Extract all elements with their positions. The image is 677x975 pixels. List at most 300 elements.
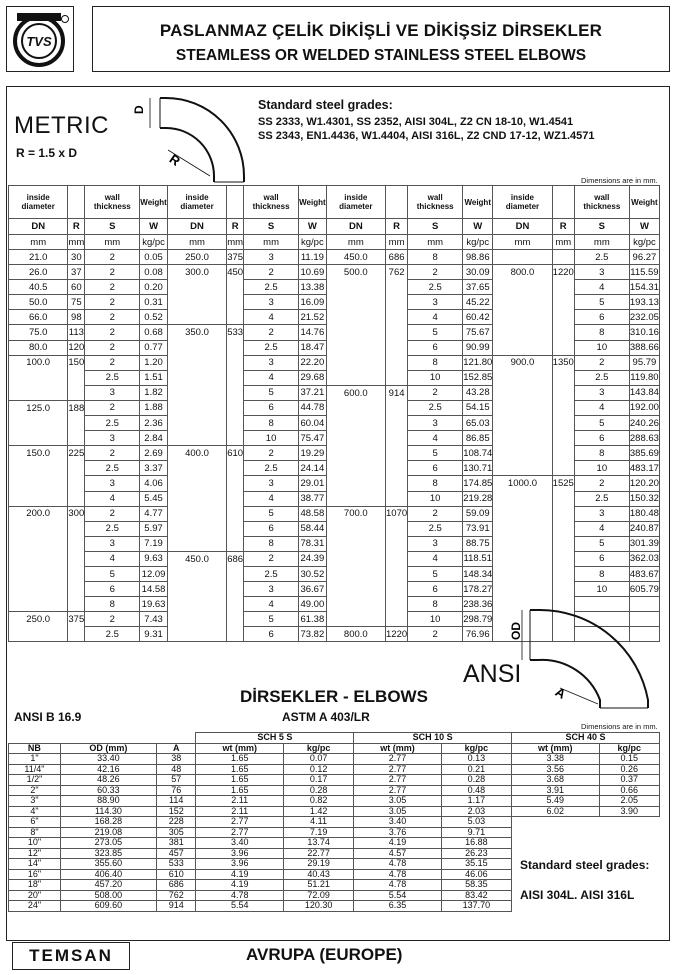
cell: 58.35 [441,880,511,891]
table-row [9,476,660,491]
cell [68,431,85,446]
cell: 4.78 [354,859,441,870]
cell: 6 [574,310,629,325]
cell: 4 [574,280,629,295]
col-unit-0: mm [326,235,385,250]
metric-header-row-3 [9,235,660,250]
cell: 2.03 [441,806,511,817]
cell: 76.96 [463,627,493,642]
cell: 10 [574,461,629,476]
group-sch5: SCH 5 S [196,733,354,744]
cell [326,597,385,612]
cell [493,385,552,400]
cell: 457 [156,848,196,859]
cell: 5.45 [140,491,168,506]
cell: 375 [227,250,244,265]
cell: 38.77 [299,491,327,506]
cell [326,310,385,325]
cell: 5 [574,416,629,431]
cell: 4 [244,491,299,506]
cell: 88.75 [463,536,493,551]
table-row [9,775,660,786]
ansi-grades [520,858,649,902]
cell: 323.85 [60,848,156,859]
cell: 60 [68,280,85,295]
cell [552,446,574,461]
ansi-col-8: kg/pc [599,743,659,754]
cell [552,431,574,446]
cell [68,461,85,476]
col-unit-0: mm [167,235,226,250]
cell: 3 [574,265,629,280]
cell: 58.44 [299,521,327,536]
cell: 9.71 [441,827,511,838]
cell: 5 [244,385,299,400]
cell: 2.77 [354,764,441,775]
cell: 2 [85,310,140,325]
cell [167,491,226,506]
cell: 298.79 [463,612,493,627]
cell: 10 [408,491,463,506]
cell: 115.59 [629,265,659,280]
cell: 250.0 [167,250,226,265]
cell [326,325,385,340]
cell: 168.28 [60,817,156,828]
col-code-2: S [244,219,299,235]
cell [167,400,226,415]
cell: 762 [386,265,408,280]
cell: 240.26 [629,416,659,431]
cell: 350.0 [167,325,226,340]
cell: 2.05 [599,796,659,807]
cell: 22.20 [299,355,327,370]
cell [493,582,552,597]
cell [167,431,226,446]
cell: 44.78 [299,400,327,415]
table-row [9,764,660,775]
cell: 2 [244,446,299,461]
cell: 18.47 [299,340,327,355]
cell [493,506,552,521]
cell: 37 [68,265,85,280]
cell: 2.5 [244,340,299,355]
cell: 6 [574,431,629,446]
cell [386,340,408,355]
col-unit-1: mm [68,236,85,248]
cell: 3 [408,416,463,431]
cell: 83.42 [441,890,511,901]
cell: 2.5 [574,491,629,506]
cell: 4 [408,431,463,446]
cell: 0.17 [283,775,353,786]
col-head-0: inside diameter [326,186,385,219]
cell: 3.05 [354,806,441,817]
col-unit-2: mm [574,235,629,250]
cell: 610 [156,869,196,880]
cell: 150.0 [9,446,68,461]
cell: 483.67 [629,566,659,581]
col-head-3: Weight [629,186,659,219]
cell [386,446,408,461]
metric-title: METRIC [14,112,109,139]
cell: 6.35 [354,901,441,912]
cell: 1.65 [196,764,283,775]
cell [493,461,552,476]
cell: 178.27 [463,582,493,597]
cell [9,461,68,476]
cell [326,476,385,491]
col-head-1 [227,186,244,219]
cell [493,295,552,310]
col-code-1: R [386,219,408,235]
cell: 37.65 [463,280,493,295]
cell: 24" [9,901,61,912]
cell: 800.0 [326,627,385,642]
ansi-standard: ANSI B 16.9 [14,710,82,724]
cell [227,295,244,310]
cell: 2 [574,476,629,491]
cell [493,310,552,325]
cell: 2 [85,446,140,461]
col-unit-3: kg/pc [140,235,168,250]
cell [326,461,385,476]
cell: 2 [85,325,140,340]
cell: 4 [574,521,629,536]
elbows-heading: DİRSEKLER - ELBOWS [240,687,428,706]
cell [167,280,226,295]
cell: 2 [244,265,299,280]
cell [68,582,85,597]
cell [493,250,552,265]
cell [167,461,226,476]
cell [493,400,552,415]
cell: 11.19 [299,250,327,265]
cell [227,521,244,536]
cell: 7.19 [283,827,353,838]
table-row [9,754,660,765]
cell [68,597,85,612]
cell: 605.79 [629,582,659,597]
cell: 8 [574,446,629,461]
cell: 75.0 [9,325,68,340]
cell: 30 [68,250,85,265]
col-unit-1: mm [552,235,574,250]
cell: 3 [408,295,463,310]
cell [227,385,244,400]
table-row [9,400,660,415]
cell: 29.68 [299,370,327,385]
cell: 10 [408,370,463,385]
cell: 300 [68,506,85,521]
cell: 8" [9,827,61,838]
cell [386,325,408,340]
cell: 154.31 [629,280,659,295]
cell: 1.88 [140,400,168,415]
cell: 2 [85,506,140,521]
ansi-col-6: kg/pc [441,743,511,754]
cell: 60.33 [60,785,156,796]
cell: 2.77 [354,754,441,765]
col-code-1: R [552,219,574,235]
cell: 114.30 [60,806,156,817]
cell [167,597,226,612]
cell [512,817,599,828]
cell [227,566,244,581]
cell [227,491,244,506]
cell: 1.42 [283,806,353,817]
cell: 450.0 [167,551,226,566]
cell: 30.09 [463,265,493,280]
cell [227,310,244,325]
cell [599,817,659,828]
cell [493,325,552,340]
cell: 21.0 [9,250,68,265]
cell: 4.78 [354,869,441,880]
cell [167,566,226,581]
cell: 13.38 [299,280,327,295]
ansi-group-row [9,733,660,744]
cell: 54.15 [463,400,493,415]
cell: 143.84 [629,385,659,400]
cell: 36.67 [299,582,327,597]
cell [386,400,408,415]
cell: 26.23 [441,848,511,859]
cell: 2.36 [140,416,168,431]
cell [227,280,244,295]
cell: 1.17 [441,796,511,807]
cell: 4.19 [196,869,283,880]
cell: 6.02 [512,806,599,817]
cell: 273.05 [60,838,156,849]
cell: 8 [85,597,140,612]
cell: 10 [408,612,463,627]
metric-dim-note: Dimensions are in mm. [581,176,658,185]
cell [326,491,385,506]
cell: 700.0 [326,506,385,521]
cell: 3" [9,796,61,807]
cell: 5 [244,506,299,521]
cell [227,536,244,551]
col-head-2: wall thickness [574,186,629,219]
cell: 2.5 [244,566,299,581]
cell [227,476,244,491]
ansi-col-1: OD (mm) [60,743,156,754]
cell: 0.21 [441,764,511,775]
cell: 78.31 [299,536,327,551]
cell: 3 [244,355,299,370]
cell: 1070 [386,506,408,521]
cell: 90.99 [463,340,493,355]
cell: 1000.0 [493,476,552,491]
table-row [9,551,660,566]
cell [68,491,85,506]
cell: 2.5 [85,627,140,642]
ansi-col-0: NB [9,743,61,754]
col-head-0: inside diameter [493,186,552,219]
cell: 40.5 [9,280,68,295]
cell: 0.31 [140,295,168,310]
cell [386,582,408,597]
cell: 4 [244,310,299,325]
cell [493,370,552,385]
cell [326,295,385,310]
cell [227,627,244,642]
cell: 4" [9,806,61,817]
cell: 219.08 [60,827,156,838]
cell: 2 [408,627,463,642]
cell: 3.90 [599,806,659,817]
title-turkish: PASLANMAZ ÇELİK DİKİŞLİ VE DİKİŞSİZ DİRSEKLER [159,21,603,40]
cell: 8 [408,597,463,612]
table-row [9,582,660,597]
cell: 3 [244,250,299,265]
cell: 16" [9,869,61,880]
cell: 43.28 [463,385,493,400]
cell [599,848,659,859]
cell: 5.54 [354,890,441,901]
cell: 305 [156,827,196,838]
cell [552,536,574,551]
cell: 46.06 [441,869,511,880]
cell [167,612,226,627]
cell: 14.76 [299,325,327,340]
cell: 3 [85,385,140,400]
cell: 5.97 [140,521,168,536]
cell: 2.5 [408,521,463,536]
cell [167,476,226,491]
cell: 120.30 [283,901,353,912]
cell: 6 [408,582,463,597]
table-row [9,295,660,310]
table-row [9,901,660,912]
cell: 150.32 [629,491,659,506]
cell: 113 [68,325,85,340]
cell: 3 [574,385,629,400]
cell: 8 [574,566,629,581]
metric-elbow-diagram [120,92,255,184]
cell [493,416,552,431]
cell [326,582,385,597]
cell: 2 [408,506,463,521]
cell [227,461,244,476]
cell: 100.0 [9,355,68,370]
cell [493,551,552,566]
cell [9,536,68,551]
label-r: R [166,151,184,169]
cell: 1350 [552,355,574,370]
cell: 500.0 [326,265,385,280]
cell: 0.28 [441,775,511,786]
metric-grades [258,98,595,143]
ansi-title: ANSI [463,660,522,688]
cell [167,416,226,431]
cell [227,355,244,370]
col-head-3: Weight [463,186,493,219]
cell: 1.65 [196,754,283,765]
table-row [9,310,660,325]
cell: 125.0 [9,400,68,415]
cell: 16.09 [299,295,327,310]
cell: 3.56 [512,764,599,775]
ansi-col-7: wt (mm) [512,743,599,754]
cell: 2 [408,385,463,400]
cell: 10 [574,582,629,597]
cell: 6 [244,521,299,536]
cell: 3.37 [140,461,168,476]
cell: 2 [85,355,140,370]
cell: 2.11 [196,796,283,807]
cell: 20" [9,890,61,901]
cell: 59.09 [463,506,493,521]
cell: 1220 [386,627,408,642]
table-row [9,827,660,838]
cell: 7.19 [140,536,168,551]
cell: 6 [85,582,140,597]
cell: 2 [408,265,463,280]
logo-text: TVS [26,34,52,49]
cell: 0.68 [140,325,168,340]
col-code-1: R [68,219,85,235]
cell: 6 [244,627,299,642]
cell: 120 [68,340,85,355]
cell: 6 [408,340,463,355]
cell: 914 [386,385,408,400]
cell [552,461,574,476]
col-unit-1: mm [227,236,244,248]
cell: 5 [408,446,463,461]
table-row [9,265,660,280]
cell [599,838,659,849]
cell [386,521,408,536]
cell [493,280,552,295]
cell [227,416,244,431]
cell [552,582,574,597]
group-sch10: SCH 10 S [354,733,512,744]
cell: 66.0 [9,310,68,325]
cell [167,295,226,310]
cell: 2 [244,551,299,566]
cell: 3 [85,431,140,446]
table-row [9,340,660,355]
cell [227,340,244,355]
cell: 3.68 [512,775,599,786]
cell: 450.0 [326,250,385,265]
table-row [9,838,660,849]
cell: 2.5 [574,370,629,385]
cell: 152.85 [463,370,493,385]
col-unit-0: mm [9,235,68,250]
cell: 48 [156,764,196,775]
cell [9,416,68,431]
ansi-col-5: wt (mm) [354,743,441,754]
cell: 6 [244,400,299,415]
cell: 1/2" [9,775,61,786]
cell [227,597,244,612]
cell: 174.85 [463,476,493,491]
table-row [9,848,660,859]
label-od: OD [509,622,523,640]
cell: 1.65 [196,775,283,786]
table-row [9,385,660,400]
cell: 180.48 [629,506,659,521]
cell: 3 [244,476,299,491]
table-row [9,461,660,476]
cell [493,521,552,536]
cell: 533 [156,859,196,870]
tvs-logo-icon [7,7,72,70]
cell [326,400,385,415]
col-code-3: W [463,219,493,235]
